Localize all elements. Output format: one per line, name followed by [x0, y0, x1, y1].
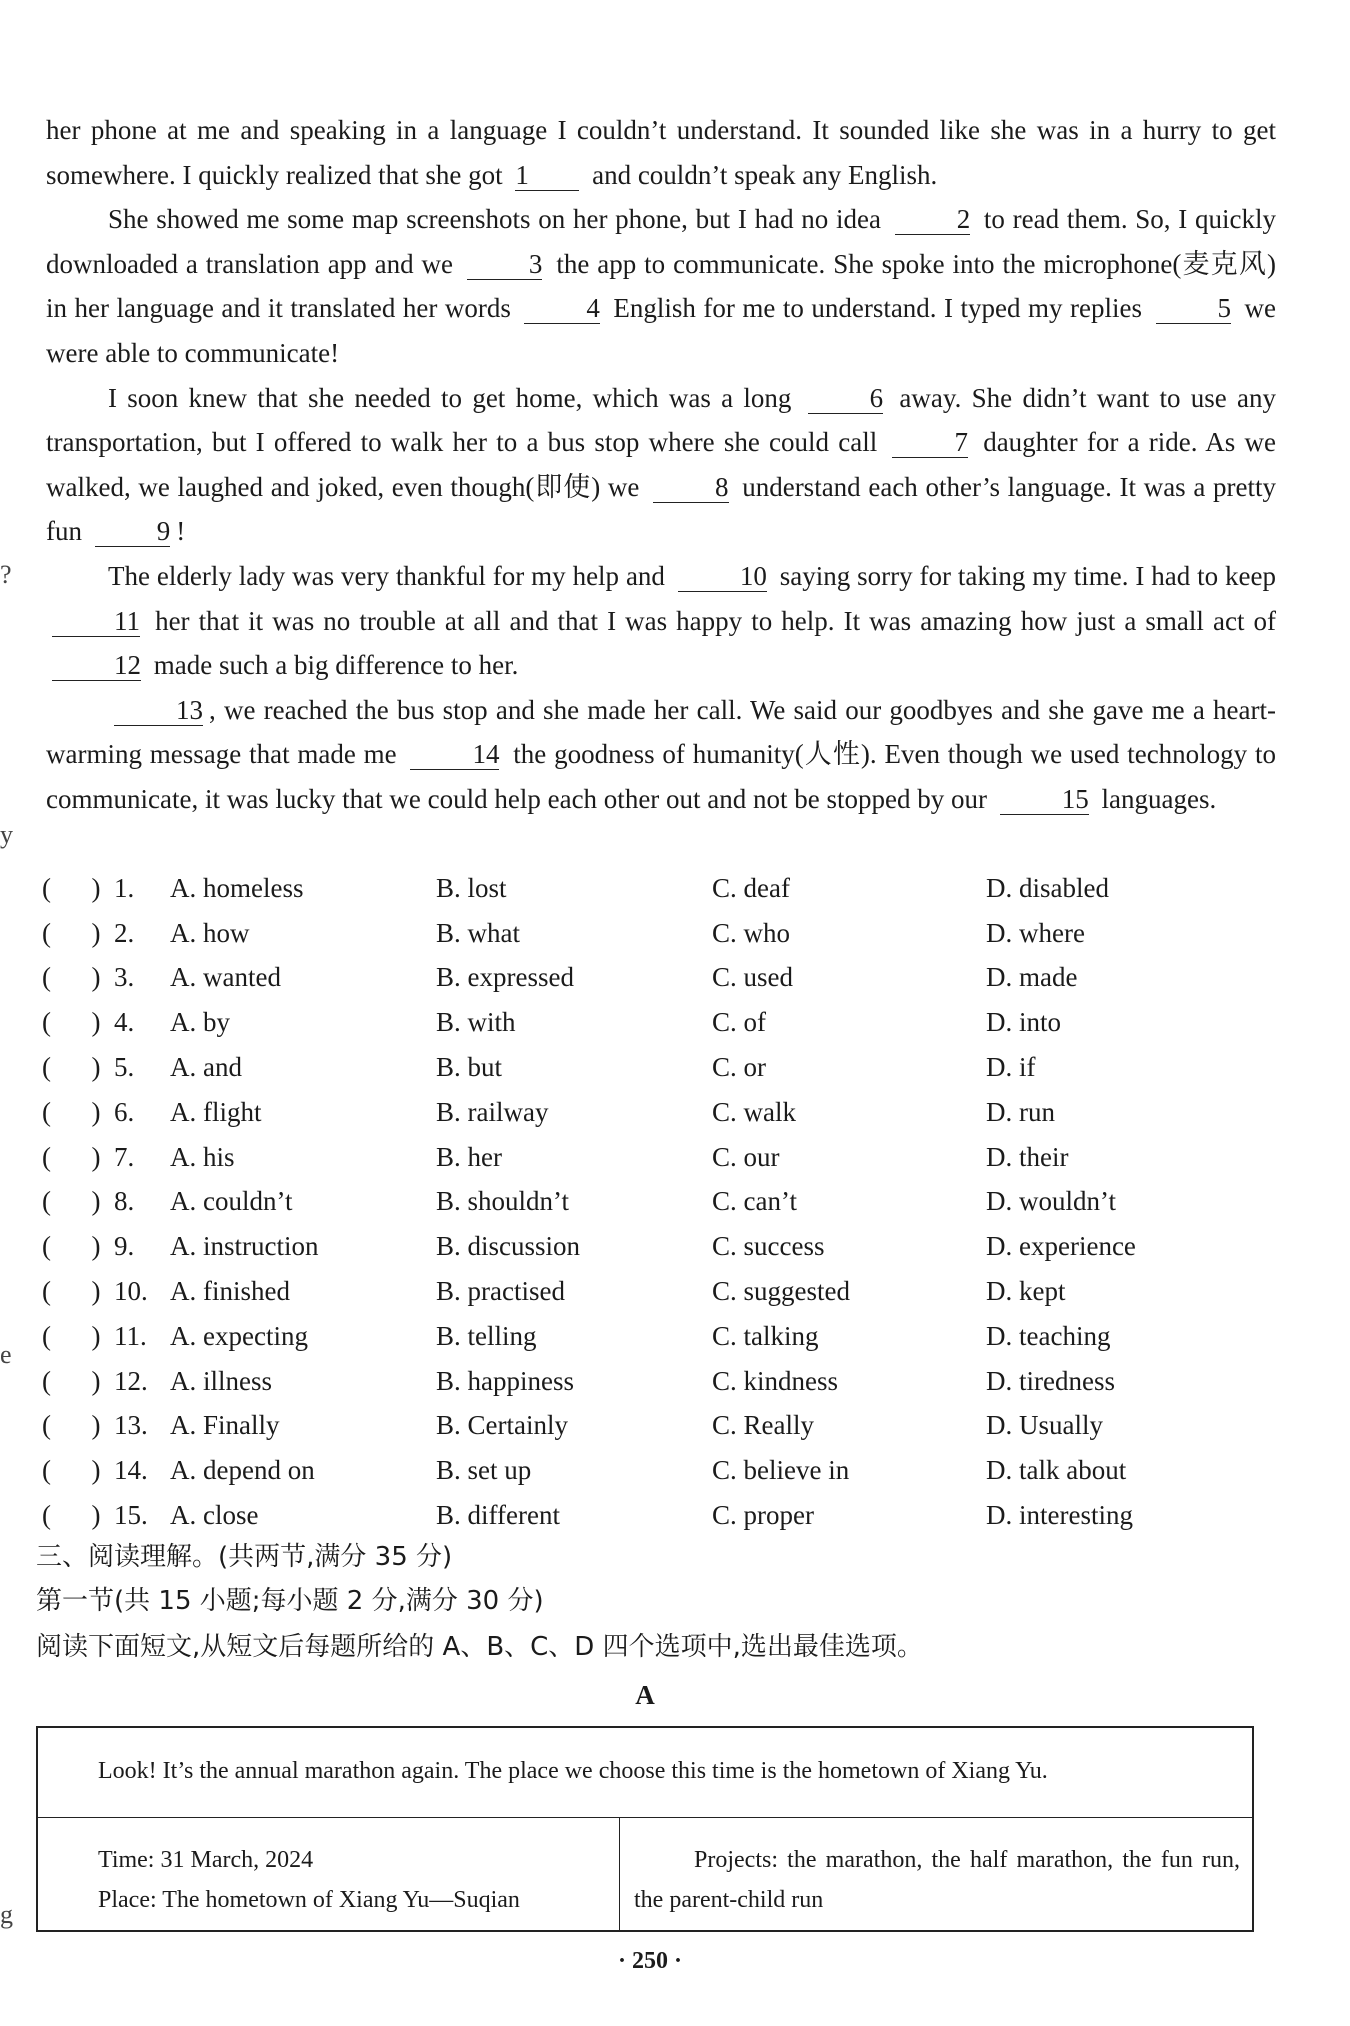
option-b[interactable]: B. with: [436, 1007, 516, 1038]
option-d[interactable]: D. if: [986, 1052, 1036, 1083]
option-b[interactable]: B. her: [436, 1141, 502, 1172]
answer-parenthesis[interactable]: ( ): [42, 1276, 101, 1307]
question-number: 6.: [114, 1096, 135, 1127]
answer-parenthesis[interactable]: ( ): [42, 1231, 101, 1262]
answer-blank[interactable]: 14: [410, 739, 499, 770]
option-c[interactable]: C. deaf: [712, 872, 790, 903]
notice-intro: Look! It’s the annual marathon again. The place we choose this time is the hometown of Xiang Yu.: [38, 1728, 1252, 1818]
question-number: 1.: [114, 872, 135, 903]
answer-parenthesis[interactable]: ( ): [42, 872, 101, 903]
marathon-notice-box: [36, 1726, 1254, 1932]
option-a[interactable]: A. finished: [170, 1276, 290, 1307]
passage-text: the app to communicate. She spoke into the microphone(麦克风) in her language and it translated her words: [46, 248, 1277, 324]
question-number: 9.: [114, 1231, 135, 1262]
passage-text: to read them. So, I quickly downloaded a translation app and we: [46, 204, 1276, 279]
answer-blank[interactable]: 3: [467, 249, 543, 280]
passage-text: saying sorry for taking my time. I had to keep: [772, 560, 1276, 591]
option-c[interactable]: C. can’t: [712, 1186, 797, 1217]
passage-text: daughter for a ride. As we walked, we laughed and joked, even though(即使) we: [46, 427, 1276, 502]
option-row: [42, 1493, 1282, 1538]
option-c[interactable]: C. talking: [712, 1320, 819, 1351]
option-b[interactable]: B. telling: [436, 1320, 537, 1351]
option-d[interactable]: D. wouldn’t: [986, 1186, 1117, 1217]
notice-projects: Projects: the marathon, the half marathon, the fun run, the parent-child run: [634, 1847, 1240, 1913]
question-number: 13.: [114, 1410, 148, 1441]
passage-paragraph: [46, 197, 1276, 375]
option-c[interactable]: C. walk: [712, 1096, 796, 1127]
option-a[interactable]: A. illness: [170, 1365, 273, 1396]
option-d[interactable]: D. teaching: [986, 1320, 1111, 1351]
option-a[interactable]: A. expecting: [170, 1320, 308, 1351]
option-c[interactable]: C. or: [712, 1052, 766, 1083]
option-b[interactable]: B. lost: [436, 872, 507, 903]
passage-text: !: [176, 516, 186, 547]
margin-mark: e: [0, 1340, 12, 1369]
answer-blank[interactable]: 11: [52, 606, 140, 637]
option-a[interactable]: A. depend on: [170, 1455, 315, 1486]
answer-parenthesis[interactable]: ( ): [42, 1365, 101, 1396]
passage-text: made such a big difference to her.: [147, 650, 519, 681]
option-c[interactable]: C. Really: [712, 1410, 814, 1441]
answer-parenthesis[interactable]: ( ): [42, 1455, 101, 1486]
passage-paragraph: [46, 108, 1276, 197]
option-row: [42, 1404, 1282, 1449]
answer-parenthesis[interactable]: ( ): [42, 1007, 101, 1038]
answer-parenthesis[interactable]: ( ): [42, 1320, 101, 1351]
passage-text: away. She didn’t want to use any transportation, but I offered to walk her to a bus stop where she could call: [46, 382, 1276, 458]
answer-parenthesis[interactable]: ( ): [42, 962, 101, 993]
answer-parenthesis[interactable]: ( ): [42, 1186, 101, 1217]
passage-text: English for me to understand. I typed my replies: [605, 293, 1150, 324]
option-d[interactable]: D. disabled: [986, 872, 1109, 903]
option-c[interactable]: C. used: [712, 962, 793, 993]
option-row: [42, 1090, 1282, 1135]
answer-blank[interactable]: 5: [1156, 293, 1232, 324]
margin-mark: g: [0, 1900, 13, 1929]
passage-paragraph: [46, 688, 1276, 822]
option-d[interactable]: D. Usually: [986, 1410, 1103, 1441]
option-row: [42, 1448, 1282, 1493]
answer-parenthesis[interactable]: ( ): [42, 1410, 101, 1441]
question-number: 2.: [114, 917, 135, 948]
option-row: [42, 956, 1282, 1001]
passage-text: her phone at me and speaking in a language I couldn’t understand. It sounded like she was in a hurry to get somewhere. I quickly realized that she got: [46, 115, 1276, 190]
option-c[interactable]: C. our: [712, 1141, 780, 1172]
section-heading: 三、阅读理解。(共两节,满分 35 分): [36, 1542, 453, 1572]
answer-parenthesis[interactable]: ( ): [42, 917, 101, 948]
option-row: [42, 1045, 1282, 1090]
answer-blank[interactable]: 12: [52, 650, 141, 681]
option-b[interactable]: B. set up: [436, 1455, 532, 1486]
question-number: 4.: [114, 1007, 135, 1038]
question-number: 8.: [114, 1186, 135, 1217]
option-b[interactable]: B. Certainly: [436, 1410, 568, 1441]
option-row: [42, 911, 1282, 956]
answer-blank[interactable]: 15: [1000, 784, 1089, 815]
option-row: [42, 1269, 1282, 1314]
option-c[interactable]: C. suggested: [712, 1276, 850, 1307]
passage-text: and couldn’t speak any English.: [585, 159, 938, 190]
option-row: [42, 1359, 1282, 1404]
option-row: [42, 1314, 1282, 1359]
notice-time: Time: 31 March, 2024: [98, 1847, 314, 1873]
option-b[interactable]: B. different: [436, 1500, 560, 1531]
option-b[interactable]: B. practised: [436, 1276, 565, 1307]
margin-mark: ?: [0, 560, 12, 589]
option-row: [42, 1224, 1282, 1269]
option-c[interactable]: C. who: [712, 917, 791, 948]
answer-blank[interactable]: 10: [678, 561, 767, 592]
passage-label: A: [635, 1680, 655, 1710]
option-c[interactable]: C. believe in: [712, 1455, 850, 1486]
question-number: 12.: [114, 1365, 148, 1396]
answer-blank[interactable]: 9: [95, 516, 171, 547]
passage-text: , we reached the bus stop and she made her call. We said our goodbyes and she gave me a heart-warming message that made me: [46, 694, 1276, 770]
question-number: 7.: [114, 1141, 135, 1172]
option-a[interactable]: A. flight: [170, 1096, 262, 1127]
option-c[interactable]: C. kindness: [712, 1365, 839, 1396]
cloze-options-list: [42, 866, 1282, 1538]
option-b[interactable]: B. but: [436, 1052, 503, 1083]
option-a[interactable]: A. instruction: [170, 1231, 319, 1262]
page-number: · 250 ·: [617, 1948, 682, 1974]
option-a[interactable]: A. by: [170, 1007, 230, 1038]
passage-paragraph: [46, 554, 1276, 688]
notice-place: Place: The hometown of Xiang Yu—Suqian: [98, 1887, 520, 1913]
section-instruction: 阅读下面短文,从短文后每题所给的 A、B、C、D 四个选项中,选出最佳选项。: [36, 1632, 923, 1662]
option-d[interactable]: D. their: [986, 1141, 1069, 1172]
passage-paragraph: [46, 376, 1276, 554]
option-b[interactable]: B. shouldn’t: [436, 1186, 570, 1217]
question-number: 15.: [114, 1500, 148, 1531]
option-c[interactable]: C. proper: [712, 1500, 814, 1531]
answer-blank[interactable]: 13: [114, 695, 203, 726]
answer-parenthesis[interactable]: ( ): [42, 1096, 101, 1127]
option-d[interactable]: D. tiredness: [986, 1365, 1115, 1396]
passage-text: The elderly lady was very thankful for my help and: [108, 560, 672, 591]
notice-time-place: [38, 1818, 620, 1932]
option-a[interactable]: A. close: [170, 1500, 259, 1531]
answer-blank[interactable]: 2: [895, 204, 971, 235]
option-a[interactable]: A. how: [170, 917, 250, 948]
question-number: 11.: [114, 1320, 147, 1351]
passage-text: her that it was no trouble at all and that I was happy to help. It was amazing how just a small act of: [146, 605, 1276, 636]
option-row: [42, 1180, 1282, 1225]
option-c[interactable]: C. success: [712, 1231, 825, 1262]
passage-text: She showed me some map screenshots on her phone, but I had no idea: [108, 204, 889, 235]
option-d[interactable]: D. into: [986, 1007, 1062, 1038]
option-row: [42, 1000, 1282, 1045]
option-d[interactable]: D. interesting: [986, 1500, 1133, 1531]
option-a[interactable]: A. his: [170, 1141, 235, 1172]
notice-projects-cell: [620, 1818, 1254, 1932]
answer-parenthesis[interactable]: ( ): [42, 1141, 101, 1172]
passage-text: I soon knew that she needed to get home, which was a long: [108, 382, 802, 413]
question-number: 3.: [114, 962, 135, 993]
option-c[interactable]: C. of: [712, 1007, 766, 1038]
passage-text: the goodness of humanity(人性). Even though we used technology to communicate, it was lucky that we could help each other out and not be stopped by our: [46, 739, 1276, 814]
option-b[interactable]: B. what: [436, 917, 520, 948]
option-b[interactable]: B. expressed: [436, 962, 574, 993]
answer-blank[interactable]: 1: [515, 160, 579, 191]
option-a[interactable]: A. couldn’t: [170, 1186, 293, 1217]
option-d[interactable]: D. made: [986, 962, 1078, 993]
option-d[interactable]: D. experience: [986, 1231, 1136, 1262]
question-number: 5.: [114, 1052, 135, 1083]
question-number: 10.: [114, 1276, 148, 1307]
option-row: [42, 1135, 1282, 1180]
option-d[interactable]: D. where: [986, 917, 1085, 948]
answer-blank[interactable]: 6: [808, 383, 884, 414]
question-number: 14.: [114, 1455, 148, 1486]
answer-blank[interactable]: 4: [524, 293, 600, 324]
answer-blank[interactable]: 7: [892, 427, 968, 458]
option-d[interactable]: D. run: [986, 1096, 1055, 1127]
option-d[interactable]: D. kept: [986, 1276, 1066, 1307]
option-a[interactable]: A. wanted: [170, 962, 281, 993]
answer-parenthesis[interactable]: ( ): [42, 1052, 101, 1083]
passage-text: languages.: [1094, 783, 1217, 814]
passage-text: understand each other’s language. It was a pretty fun: [46, 471, 1276, 547]
option-a[interactable]: A. Finally: [170, 1410, 280, 1441]
option-b[interactable]: B. railway: [436, 1096, 549, 1127]
option-b[interactable]: B. discussion: [436, 1231, 581, 1262]
margin-mark: y: [0, 820, 13, 849]
cloze-passage: [46, 108, 1276, 822]
section-subheading: 第一节(共 15 小题;每小题 2 分,满分 30 分): [36, 1586, 544, 1616]
answer-parenthesis[interactable]: ( ): [42, 1500, 101, 1531]
option-row: [42, 866, 1282, 911]
option-a[interactable]: A. homeless: [170, 872, 304, 903]
option-d[interactable]: D. talk about: [986, 1455, 1127, 1486]
option-a[interactable]: A. and: [170, 1052, 242, 1083]
option-b[interactable]: B. happiness: [436, 1365, 574, 1396]
answer-blank[interactable]: 8: [653, 472, 729, 503]
passage-text: we were able to communicate!: [46, 293, 1276, 368]
